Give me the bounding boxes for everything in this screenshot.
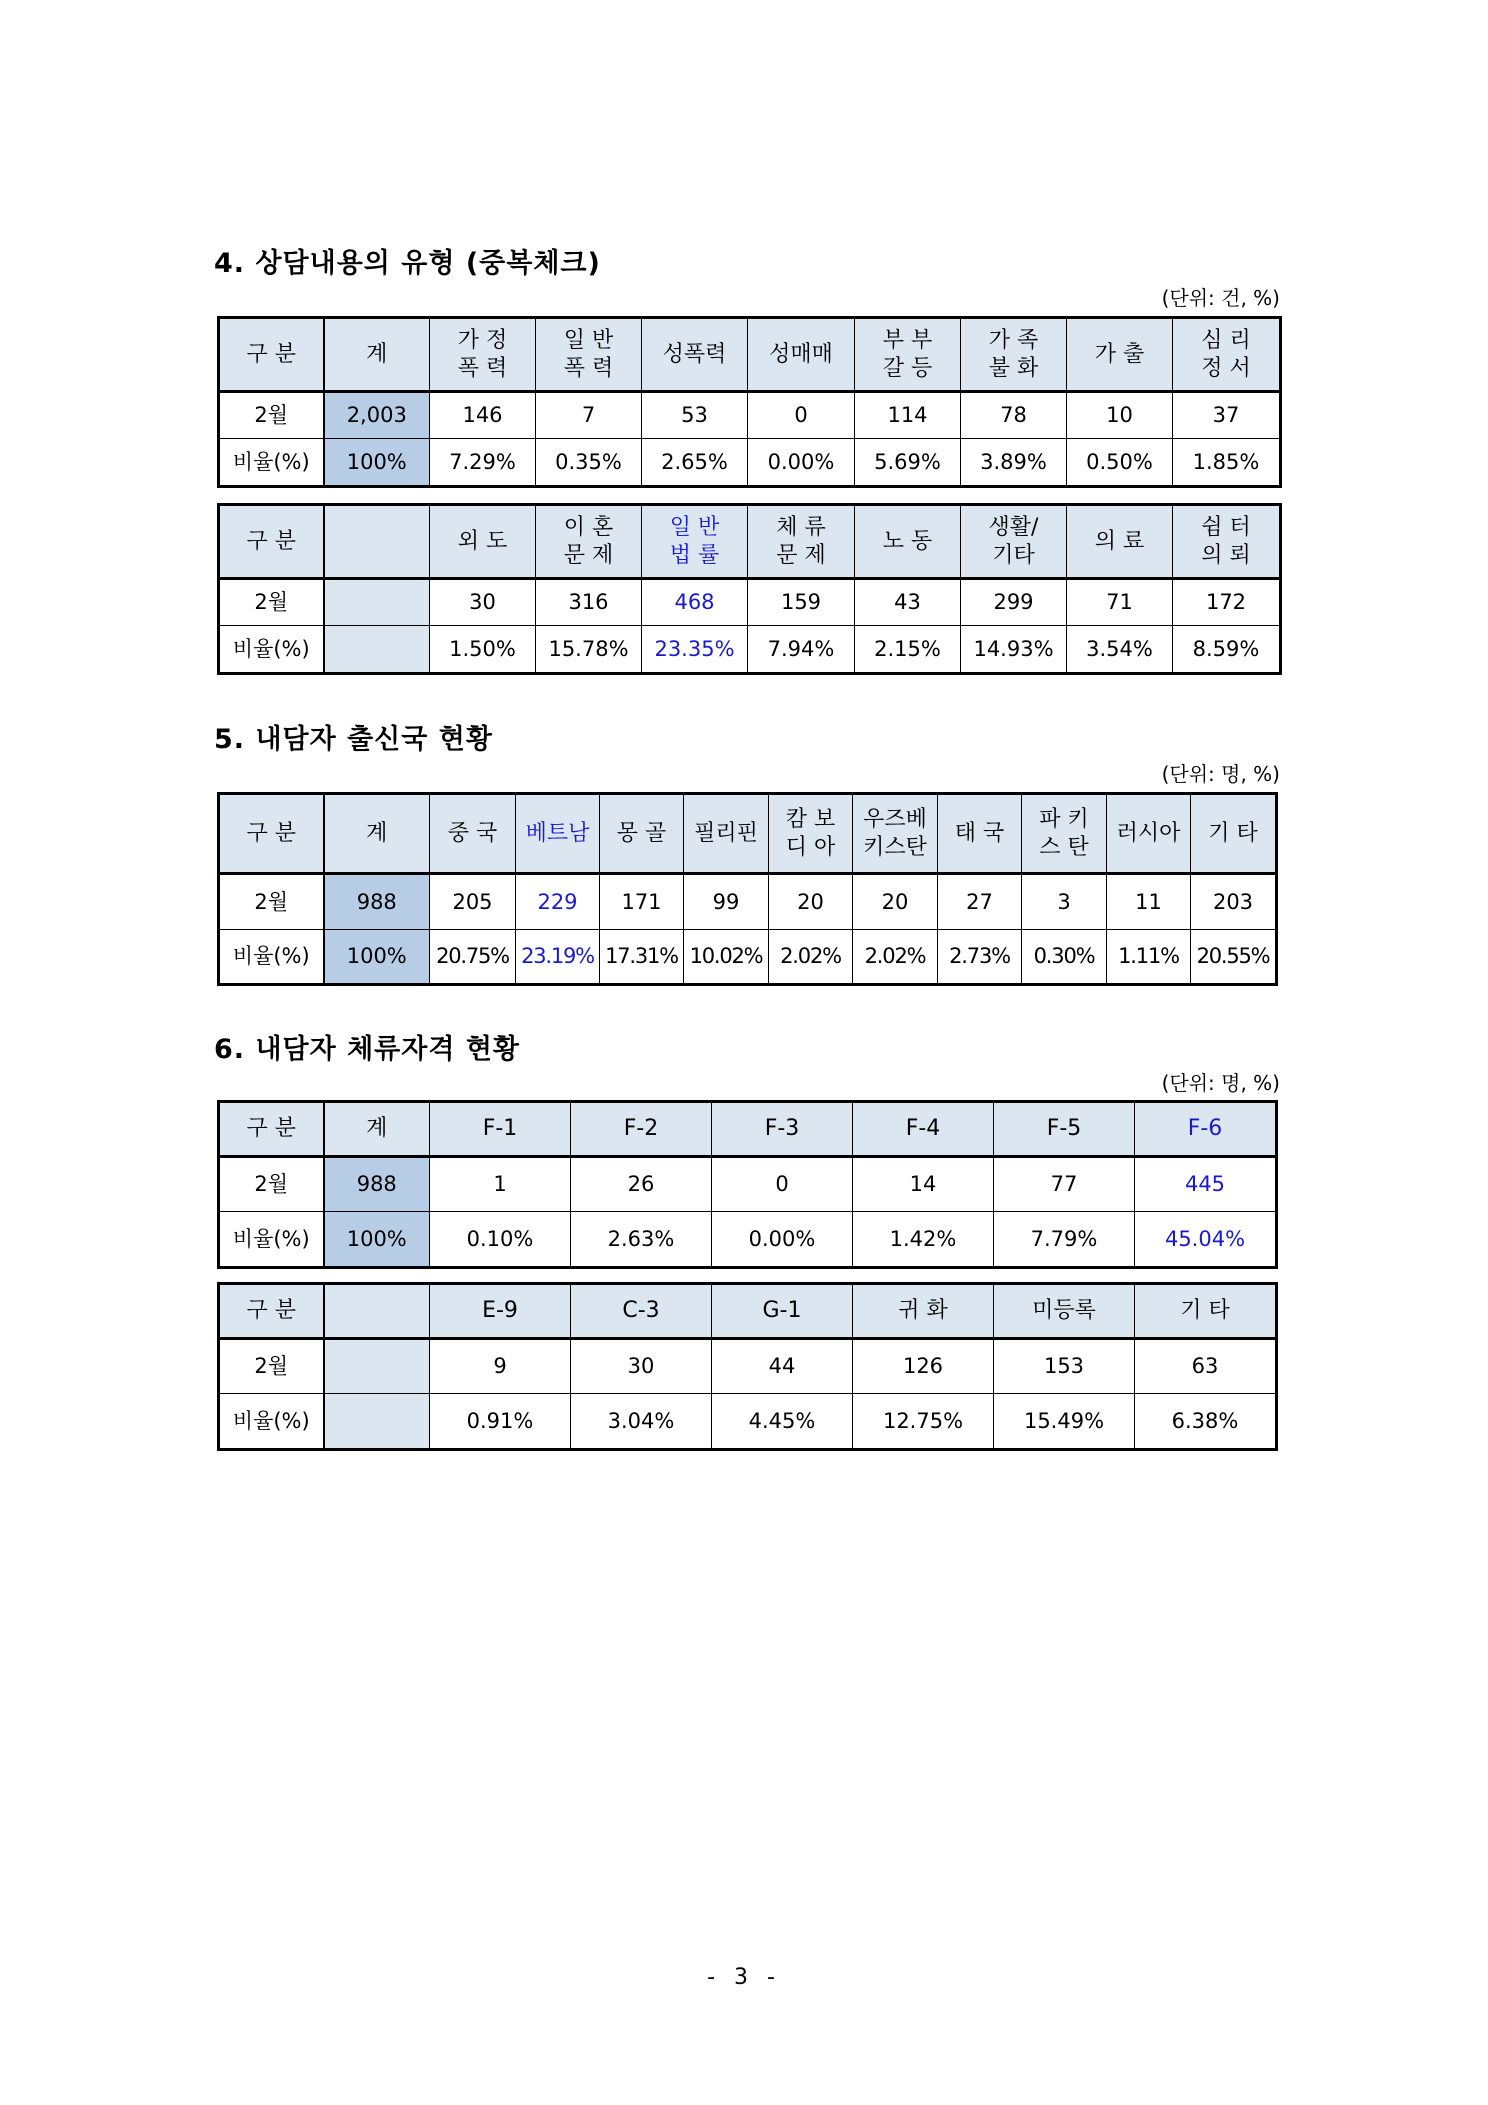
value-cell: 27 [938,874,1022,930]
value-cell: 20 [769,874,853,930]
row-label-cell: 2월 [219,874,324,930]
value-cell: 체 류 문 제 [748,505,855,579]
value-cell: 3.89% [961,439,1067,487]
value-cell: 45.04% [1135,1212,1277,1268]
value-cell: 1.11% [1107,930,1191,985]
value-cell: 심 리 정 서 [1173,318,1281,392]
ratio-row [219,1212,1277,1268]
value-cell: 3.54% [1067,626,1173,674]
value-cell: 4.45% [712,1394,853,1450]
value-cell: 1.50% [430,626,536,674]
row-label-cell: 2월 [219,1339,324,1394]
value-cell: 37 [1173,392,1281,439]
value-cell: 5.69% [855,439,961,487]
month-row [219,874,1277,930]
row-label-cell: 비율(%) [219,439,324,487]
total-cell: 988 [324,1157,430,1212]
total-cell: 100% [324,439,430,487]
value-cell: 귀 화 [853,1284,994,1339]
value-cell: 20.75% [430,930,516,985]
value-cell: 3 [1022,874,1107,930]
value-cell: F-3 [712,1102,853,1157]
total-cell: 100% [324,1212,430,1268]
month-row [219,579,1281,626]
value-cell: 30 [571,1339,712,1394]
value-cell: 쉼 터 의 뢰 [1173,505,1281,579]
visa-status-table-2 [217,1282,1278,1451]
value-cell: 의 료 [1067,505,1173,579]
value-cell: 일 반 폭 력 [536,318,642,392]
total-cell: 계 [324,318,430,392]
value-cell: C-3 [571,1284,712,1339]
value-cell: 30 [430,579,536,626]
total-cell: 100% [324,930,430,985]
value-cell: 126 [853,1339,994,1394]
row-label-cell: 2월 [219,392,324,439]
value-cell: 11 [1107,874,1191,930]
value-cell: 가 족 불 화 [961,318,1067,392]
origin-country-table [217,792,1278,986]
value-cell: 299 [961,579,1067,626]
row-label-cell: 2월 [219,1157,324,1212]
value-cell: F-6 [1135,1102,1277,1157]
row-label-cell: 구 분 [219,1284,324,1339]
month-row [219,1157,1277,1212]
section-4-title: 4. 상담내용의 유형 (중복체크) [214,248,601,279]
value-cell: 468 [642,579,748,626]
value-cell: 몽 골 [600,794,684,874]
value-cell: 114 [855,392,961,439]
value-cell: 78 [961,392,1067,439]
row-label-cell: 구 분 [219,794,324,874]
value-cell: 146 [430,392,536,439]
value-cell: 9 [430,1339,571,1394]
value-cell: 10 [1067,392,1173,439]
ratio-row [219,439,1281,487]
value-cell: 필리핀 [684,794,769,874]
visa-status-table-1 [217,1100,1278,1269]
row-label-cell: 비율(%) [219,1212,324,1268]
header-row [219,318,1281,392]
value-cell: 0 [748,392,855,439]
total-cell: 계 [324,1102,430,1157]
value-cell: 0.10% [430,1212,571,1268]
value-cell: 153 [994,1339,1135,1394]
value-cell: E-9 [430,1284,571,1339]
value-cell: 성매매 [748,318,855,392]
value-cell: F-1 [430,1102,571,1157]
value-cell: 0.00% [748,439,855,487]
value-cell: 77 [994,1157,1135,1212]
row-label-cell: 구 분 [219,1102,324,1157]
value-cell: 445 [1135,1157,1277,1212]
value-cell: 2.02% [853,930,938,985]
value-cell: 7.29% [430,439,536,487]
value-cell: 172 [1173,579,1281,626]
value-cell: 외 도 [430,505,536,579]
value-cell: 0.50% [1067,439,1173,487]
value-cell: 23.35% [642,626,748,674]
ratio-row [219,930,1277,985]
value-cell: 이 혼 문 제 [536,505,642,579]
value-cell: 6.38% [1135,1394,1277,1450]
month-row [219,1339,1277,1394]
section-5-unit: (단위: 명, %) [1161,762,1280,786]
value-cell: 생활/ 기타 [961,505,1067,579]
value-cell: 0 [712,1157,853,1212]
value-cell: 2.65% [642,439,748,487]
value-cell: 17.31% [600,930,684,985]
value-cell: 63 [1135,1339,1277,1394]
value-cell: 203 [1191,874,1277,930]
ratio-row [219,1394,1277,1450]
row-label-cell: 비율(%) [219,930,324,985]
value-cell: 1 [430,1157,571,1212]
header-row [219,505,1281,579]
total-cell: 2,003 [324,392,430,439]
value-cell: 2.73% [938,930,1022,985]
total-cell: 988 [324,874,430,930]
value-cell: 14.93% [961,626,1067,674]
total-cell [324,626,430,674]
section-4-unit: (단위: 건, %) [1161,286,1280,310]
total-cell [324,1284,430,1339]
value-cell: G-1 [712,1284,853,1339]
value-cell: 가 출 [1067,318,1173,392]
header-row [219,1102,1277,1157]
value-cell: 우즈베 키스탄 [853,794,938,874]
value-cell: 기 타 [1191,794,1277,874]
value-cell: 229 [516,874,600,930]
value-cell: 26 [571,1157,712,1212]
value-cell: 14 [853,1157,994,1212]
value-cell: 부 부 갈 등 [855,318,961,392]
value-cell: 7.94% [748,626,855,674]
value-cell: F-4 [853,1102,994,1157]
value-cell: 7.79% [994,1212,1135,1268]
value-cell: 러시아 [1107,794,1191,874]
section-6-title: 6. 내담자 체류자격 현황 [214,1034,520,1065]
total-cell [324,579,430,626]
total-cell: 계 [324,794,430,874]
value-cell: 성폭력 [642,318,748,392]
value-cell: 2.15% [855,626,961,674]
value-cell: 43 [855,579,961,626]
row-label-cell: 비율(%) [219,1394,324,1450]
value-cell: 7 [536,392,642,439]
value-cell: 3.04% [571,1394,712,1450]
consult-type-table-2 [217,503,1282,675]
value-cell: 10.02% [684,930,769,985]
value-cell: 노 동 [855,505,961,579]
value-cell: 파 키 스 탄 [1022,794,1107,874]
value-cell: 15.78% [536,626,642,674]
value-cell: 20 [853,874,938,930]
value-cell: 2.02% [769,930,853,985]
value-cell: 20.55% [1191,930,1277,985]
value-cell: 가 정 폭 력 [430,318,536,392]
value-cell: 171 [600,874,684,930]
value-cell: 0.35% [536,439,642,487]
value-cell: 44 [712,1339,853,1394]
total-cell [324,505,430,579]
value-cell: F-2 [571,1102,712,1157]
value-cell: F-5 [994,1102,1135,1157]
value-cell: 0.30% [1022,930,1107,985]
value-cell: 태 국 [938,794,1022,874]
value-cell: 71 [1067,579,1173,626]
header-row [219,1284,1277,1339]
value-cell: 205 [430,874,516,930]
value-cell: 0.00% [712,1212,853,1268]
value-cell: 1.85% [1173,439,1281,487]
value-cell: 0.91% [430,1394,571,1450]
section-6-unit: (단위: 명, %) [1161,1071,1280,1095]
ratio-row [219,626,1281,674]
value-cell: 12.75% [853,1394,994,1450]
value-cell: 99 [684,874,769,930]
value-cell: 베트남 [516,794,600,874]
header-row [219,794,1277,874]
total-cell [324,1394,430,1450]
value-cell: 기 타 [1135,1284,1277,1339]
value-cell: 미등록 [994,1284,1135,1339]
value-cell: 8.59% [1173,626,1281,674]
row-label-cell: 구 분 [219,505,324,579]
value-cell: 316 [536,579,642,626]
value-cell: 159 [748,579,855,626]
row-label-cell: 비율(%) [219,626,324,674]
total-cell [324,1339,430,1394]
value-cell: 일 반 법 률 [642,505,748,579]
value-cell: 캄 보 디 아 [769,794,853,874]
month-row [219,392,1281,439]
consult-type-table-1 [217,316,1282,488]
page-number: - 3 - [707,1965,781,1990]
value-cell: 23.19% [516,930,600,985]
value-cell: 15.49% [994,1394,1135,1450]
value-cell: 1.42% [853,1212,994,1268]
value-cell: 2.63% [571,1212,712,1268]
value-cell: 53 [642,392,748,439]
section-5-title: 5. 내담자 출신국 현황 [214,724,493,755]
value-cell: 중 국 [430,794,516,874]
row-label-cell: 구 분 [219,318,324,392]
row-label-cell: 2월 [219,579,324,626]
